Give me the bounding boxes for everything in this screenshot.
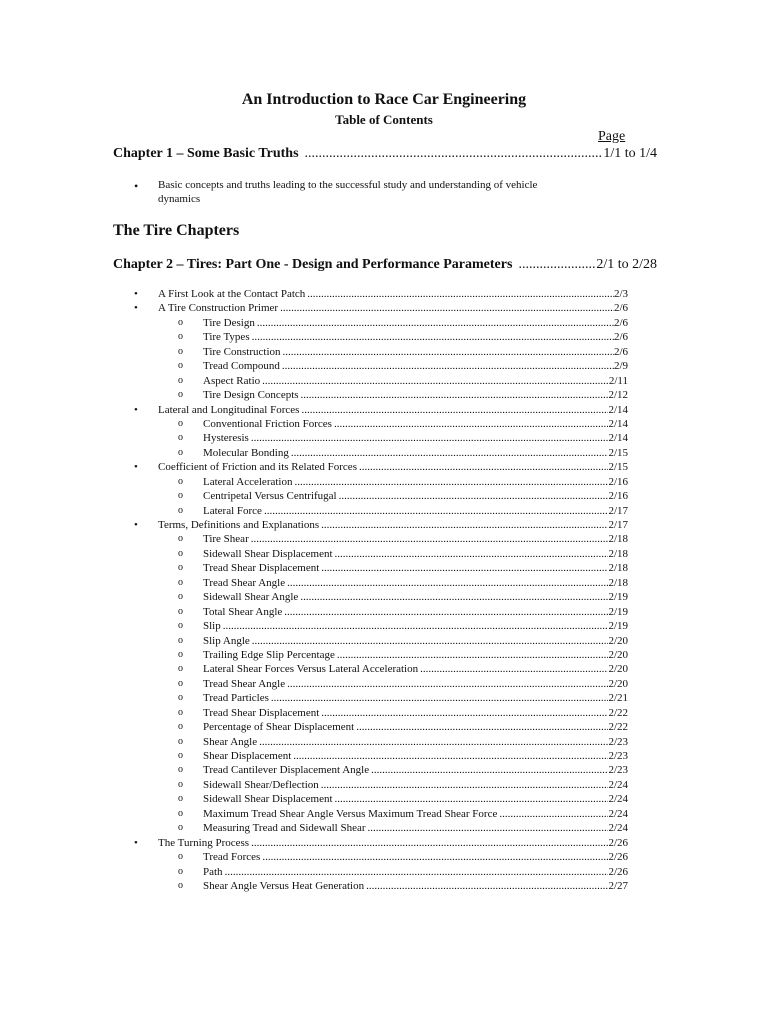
circle-bullet-icon: o bbox=[178, 475, 183, 487]
circle-bullet-icon: o bbox=[178, 605, 183, 617]
circle-bullet-icon: o bbox=[178, 331, 183, 343]
dot-leader bbox=[292, 475, 608, 489]
toc-entry bbox=[0, 821, 768, 835]
circle-bullet-icon: o bbox=[178, 490, 183, 502]
toc-entry-line bbox=[158, 518, 628, 532]
toc-entry-label: Lateral Acceleration bbox=[203, 475, 293, 488]
dot-leader bbox=[250, 634, 609, 648]
toc-entry-label: Sidewall Shear/Deflection bbox=[203, 778, 319, 791]
circle-bullet-icon: o bbox=[178, 865, 183, 877]
toc-entry bbox=[0, 850, 768, 864]
dot-leader bbox=[278, 301, 614, 315]
toc-entry-page: 2/26 bbox=[608, 865, 628, 878]
toc-entry bbox=[0, 475, 768, 489]
toc-entry-page: 2/23 bbox=[608, 750, 628, 762]
toc-entry bbox=[0, 634, 768, 648]
toc-entry-line bbox=[203, 605, 628, 619]
toc-entry-page: 2/23 bbox=[608, 735, 628, 748]
toc-entry-line bbox=[203, 648, 628, 662]
toc-entry-label: A First Look at the Contact Patch bbox=[158, 288, 306, 300]
chapter-1-title: Chapter 1 – Some Basic Truths bbox=[113, 146, 299, 161]
dot-leader bbox=[299, 403, 608, 417]
dot-leader bbox=[260, 374, 609, 388]
toc-entry-page: 2/19 bbox=[608, 620, 628, 633]
toc-entry-line bbox=[203, 388, 628, 402]
dot-leader bbox=[221, 619, 609, 633]
toc-entry-line bbox=[203, 316, 628, 330]
toc-entry bbox=[0, 691, 768, 705]
dot-leader bbox=[305, 287, 614, 301]
dot-leader bbox=[285, 677, 608, 691]
toc-entry bbox=[0, 662, 768, 676]
toc-entry-label: Measuring Tread and Sidewall Shear bbox=[203, 822, 366, 835]
dot-leader bbox=[289, 446, 609, 460]
toc-entry-label: Sidewall Shear Angle bbox=[203, 591, 299, 604]
circle-bullet-icon: o bbox=[178, 446, 183, 458]
toc-entry-line bbox=[203, 850, 628, 864]
toc-entry bbox=[0, 489, 768, 503]
circle-bullet-icon: o bbox=[178, 750, 183, 761]
dot-leader bbox=[298, 590, 608, 604]
toc-entry-page: 2/11 bbox=[608, 374, 628, 387]
toc-entry-label: Tread Shear Angle bbox=[203, 677, 286, 690]
toc-entry-line bbox=[203, 345, 628, 359]
toc-entry-page: 2/18 bbox=[608, 547, 628, 560]
toc-entry bbox=[0, 735, 768, 749]
toc-entry-page: 2/24 bbox=[608, 807, 628, 820]
toc-entry-label: Lateral Force bbox=[203, 504, 262, 517]
toc-entry bbox=[0, 706, 768, 720]
bullet-icon: • bbox=[134, 288, 138, 300]
toc-entry-label: Hysteresis bbox=[203, 432, 249, 445]
dot-leader bbox=[512, 257, 596, 273]
toc-entry-label: Total Shear Angle bbox=[203, 605, 283, 618]
toc-entry-label: Tire Design bbox=[203, 316, 255, 329]
toc-entry-page: 2/16 bbox=[608, 475, 628, 488]
circle-bullet-icon: o bbox=[178, 764, 183, 776]
toc-entry-label: Trailing Edge Slip Percentage bbox=[203, 648, 335, 661]
circle-bullet-icon: o bbox=[178, 648, 183, 660]
toc-entry-line bbox=[203, 792, 628, 806]
toc-entry-label: Aspect Ratio bbox=[203, 374, 261, 387]
dot-leader bbox=[249, 431, 609, 445]
toc-entry-label: Shear Angle bbox=[203, 735, 258, 748]
toc-entry-label: Sidewall Shear Displacement bbox=[203, 793, 333, 806]
toc-entry bbox=[0, 749, 768, 763]
circle-bullet-icon: o bbox=[178, 374, 183, 386]
toc-entry-label: Percentage of Shear Displacement bbox=[203, 721, 355, 734]
circle-bullet-icon: o bbox=[178, 417, 183, 429]
toc-entry bbox=[0, 316, 768, 330]
toc-entry bbox=[0, 388, 768, 402]
circle-bullet-icon: o bbox=[178, 879, 183, 891]
toc-entry-line bbox=[158, 287, 628, 301]
toc-entry-page: 2/14 bbox=[608, 403, 628, 416]
toc-entry-line bbox=[203, 475, 628, 489]
circle-bullet-icon: o bbox=[178, 793, 183, 805]
dot-leader bbox=[249, 532, 609, 546]
dot-leader bbox=[319, 778, 609, 792]
toc-entry-label: Conventional Friction Forces bbox=[203, 417, 332, 430]
dot-leader bbox=[299, 146, 604, 162]
toc-entry-line bbox=[158, 301, 628, 315]
toc-entry-line bbox=[203, 590, 628, 604]
bullet-icon: • bbox=[134, 461, 138, 474]
toc-entry-page: 2/14 bbox=[608, 432, 628, 445]
toc-entry-line bbox=[203, 374, 628, 388]
toc-entry-line bbox=[203, 879, 628, 893]
toc-entry-page: 2/19 bbox=[608, 605, 628, 618]
dot-leader bbox=[366, 821, 609, 835]
dot-leader bbox=[319, 561, 608, 575]
dot-leader bbox=[269, 691, 609, 705]
toc-entry-page: 2/21 bbox=[608, 692, 628, 705]
toc-entry bbox=[0, 532, 768, 546]
toc-entry-line bbox=[203, 677, 628, 691]
section-heading: The Tire Chapters bbox=[113, 222, 240, 239]
toc-entry bbox=[0, 460, 768, 474]
chapter-2-pages: 2/1 to 2/28 bbox=[596, 257, 657, 272]
circle-bullet-icon: o bbox=[178, 533, 183, 545]
toc-entry bbox=[0, 677, 768, 691]
dot-leader bbox=[418, 662, 608, 676]
toc-entry-list bbox=[0, 287, 768, 893]
toc-entry-line bbox=[203, 778, 628, 792]
bullet-icon: • bbox=[134, 836, 138, 849]
circle-bullet-icon: o bbox=[178, 591, 183, 603]
toc-entry-label: Tread Particles bbox=[203, 692, 269, 705]
toc-entry-page: 2/24 bbox=[608, 778, 628, 791]
toc-entry-page: 2/6 bbox=[613, 331, 628, 344]
toc-entry bbox=[0, 547, 768, 561]
toc-entry-page: 2/18 bbox=[608, 533, 628, 546]
circle-bullet-icon: o bbox=[178, 721, 183, 733]
toc-entry-label: Coefficient of Friction and its Related Forces bbox=[158, 461, 357, 474]
toc-entry-page: 2/20 bbox=[608, 677, 628, 690]
toc-entry-line bbox=[203, 576, 628, 590]
toc-entry-page: 2/20 bbox=[608, 648, 628, 661]
chapter-1-row bbox=[113, 146, 657, 162]
toc-entry-page: 2/18 bbox=[608, 562, 628, 575]
toc-entry bbox=[0, 330, 768, 344]
toc-entry-page: 2/24 bbox=[608, 822, 628, 835]
circle-bullet-icon: o bbox=[178, 851, 183, 863]
toc-entry-page: 2/17 bbox=[608, 519, 628, 531]
toc-entry-line bbox=[203, 489, 628, 503]
dot-leader bbox=[255, 316, 614, 330]
toc-entry-label: Tire Construction bbox=[203, 345, 281, 358]
toc-entry-label: Tread Shear Displacement bbox=[203, 562, 320, 575]
toc-entry bbox=[0, 648, 768, 662]
circle-bullet-icon: o bbox=[178, 345, 183, 357]
toc-entry-line bbox=[203, 547, 628, 561]
circle-bullet-icon: o bbox=[178, 562, 183, 574]
dot-leader bbox=[299, 388, 609, 402]
dot-leader bbox=[364, 879, 608, 893]
toc-entry bbox=[0, 590, 768, 604]
toc-entry-page: 2/14 bbox=[608, 417, 628, 430]
circle-bullet-icon: o bbox=[178, 547, 183, 559]
toc-entry-line bbox=[203, 749, 628, 763]
bullet-icon: • bbox=[134, 519, 138, 531]
toc-entry-label: Lateral and Longitudinal Forces bbox=[158, 403, 300, 416]
toc-entry-label: Shear Displacement bbox=[203, 750, 292, 762]
circle-bullet-icon: o bbox=[178, 432, 183, 444]
toc-entry bbox=[0, 807, 768, 821]
circle-bullet-icon: o bbox=[178, 389, 183, 401]
toc-entry bbox=[0, 763, 768, 777]
toc-entry-label: Sidewall Shear Displacement bbox=[203, 547, 333, 560]
dot-leader bbox=[354, 720, 608, 734]
toc-entry-label: Tire Shear bbox=[203, 533, 249, 546]
dot-leader bbox=[333, 547, 609, 561]
circle-bullet-icon: o bbox=[178, 677, 183, 689]
dot-leader bbox=[250, 330, 614, 344]
toc-entry bbox=[0, 287, 768, 301]
toc-entry-line bbox=[203, 706, 628, 720]
toc-entry-label: Centripetal Versus Centrifugal bbox=[203, 490, 337, 503]
circle-bullet-icon: o bbox=[178, 576, 183, 588]
circle-bullet-icon: o bbox=[178, 504, 183, 516]
toc-entry bbox=[0, 417, 768, 431]
toc-entry-line bbox=[203, 662, 628, 676]
toc-entry bbox=[0, 836, 768, 850]
toc-entry-label: Molecular Bonding bbox=[203, 446, 289, 459]
dot-leader bbox=[223, 865, 609, 879]
toc-entry-page: 2/19 bbox=[608, 591, 628, 604]
document-subtitle: Table of Contents bbox=[335, 112, 433, 127]
chapter-1-pages: 1/1 to 1/4 bbox=[603, 146, 657, 161]
toc-entry-page: 2/3 bbox=[613, 288, 628, 300]
toc-entry-page: 2/27 bbox=[608, 879, 628, 892]
toc-entry bbox=[0, 865, 768, 879]
toc-entry-label: Lateral Shear Forces Versus Lateral Acceleration bbox=[203, 663, 419, 676]
circle-bullet-icon: o bbox=[178, 822, 183, 834]
toc-entry-page: 2/6 bbox=[613, 316, 628, 329]
toc-entry-line bbox=[203, 735, 628, 749]
toc-entry-page: 2/15 bbox=[608, 461, 628, 474]
toc-entry-page: 2/16 bbox=[608, 490, 628, 503]
dot-leader bbox=[319, 518, 608, 532]
dot-leader bbox=[332, 417, 609, 431]
toc-entry-line bbox=[203, 865, 628, 879]
toc-entry-label: Tread Cantilever Displacement Angle bbox=[203, 764, 370, 777]
toc-entry-line bbox=[203, 807, 628, 821]
toc-entry bbox=[0, 778, 768, 792]
toc-entry-label: Terms, Definitions and Explanations bbox=[158, 519, 320, 531]
toc-entry-line bbox=[203, 431, 628, 445]
toc-entry bbox=[0, 403, 768, 417]
toc-entry-page: 2/6 bbox=[613, 345, 628, 358]
circle-bullet-icon: o bbox=[178, 735, 183, 747]
toc-entry-page: 2/9 bbox=[613, 360, 628, 373]
circle-bullet-icon: o bbox=[178, 663, 183, 675]
circle-bullet-icon: o bbox=[178, 634, 183, 646]
toc-entry-line bbox=[203, 634, 628, 648]
toc-entry-page: 2/15 bbox=[608, 446, 628, 459]
toc-entry bbox=[0, 792, 768, 806]
dot-leader bbox=[249, 836, 608, 850]
toc-entry bbox=[0, 374, 768, 388]
dot-leader bbox=[280, 359, 614, 373]
page-column-heading: Page bbox=[598, 129, 626, 144]
toc-entry-line bbox=[158, 403, 628, 417]
toc-entry-page: 2/20 bbox=[608, 663, 628, 676]
toc-entry-label: Slip bbox=[203, 620, 221, 633]
dot-leader bbox=[291, 749, 608, 763]
toc-entry-page: 2/22 bbox=[608, 706, 628, 719]
toc-entry-line bbox=[203, 359, 628, 373]
toc-entry-line bbox=[203, 417, 628, 431]
toc-entry-line bbox=[203, 691, 628, 705]
dot-leader bbox=[333, 792, 609, 806]
toc-entry bbox=[0, 518, 768, 532]
dot-leader bbox=[285, 576, 608, 590]
toc-entry bbox=[0, 446, 768, 460]
toc-entry-line bbox=[158, 836, 628, 850]
toc-entry bbox=[0, 431, 768, 445]
toc-entry-line bbox=[203, 532, 628, 546]
toc-entry-page: 2/6 bbox=[613, 302, 628, 315]
toc-entry-page: 2/22 bbox=[608, 721, 628, 734]
toc-entry-line bbox=[203, 619, 628, 633]
dot-leader bbox=[369, 763, 608, 777]
toc-entry-page: 2/20 bbox=[608, 634, 628, 647]
toc-entry-label: Tread Compound bbox=[203, 360, 280, 373]
circle-bullet-icon: o bbox=[178, 778, 183, 790]
dot-leader bbox=[281, 345, 614, 359]
chapter-2-row bbox=[113, 257, 657, 273]
dot-leader bbox=[282, 605, 608, 619]
toc-entry-label: Tread Shear Displacement bbox=[203, 706, 320, 719]
toc-entry-line bbox=[203, 821, 628, 835]
toc-entry-page: 2/18 bbox=[608, 576, 628, 589]
bullet-icon: • bbox=[134, 403, 138, 416]
toc-entry-page: 2/24 bbox=[608, 793, 628, 806]
toc-entry-label: Maximum Tread Shear Angle Versus Maximum Tread Shear Force bbox=[203, 807, 498, 820]
dot-leader bbox=[262, 504, 609, 518]
toc-entry-label: Tire Design Concepts bbox=[203, 389, 299, 402]
toc-entry-page: 2/26 bbox=[608, 836, 628, 849]
toc-entry bbox=[0, 301, 768, 315]
circle-bullet-icon: o bbox=[178, 706, 183, 718]
toc-entry-label: Shear Angle Versus Heat Generation bbox=[203, 879, 365, 892]
toc-entry-label: Slip Angle bbox=[203, 634, 250, 647]
toc-entry-label: Path bbox=[203, 865, 223, 878]
dot-leader bbox=[497, 807, 608, 821]
toc-entry-label: Tire Types bbox=[203, 331, 250, 344]
toc-entry-label: Tread Shear Angle bbox=[203, 576, 286, 589]
dot-leader bbox=[357, 460, 608, 474]
toc-entry-label: The Turning Process bbox=[158, 836, 250, 849]
toc-entry-line bbox=[203, 561, 628, 575]
toc-entry-page: 2/26 bbox=[608, 851, 628, 864]
toc-entry bbox=[0, 619, 768, 633]
toc-entry-line bbox=[203, 763, 628, 777]
toc-entry-line bbox=[203, 446, 628, 460]
toc-entry bbox=[0, 605, 768, 619]
dot-leader bbox=[260, 850, 608, 864]
dot-leader bbox=[337, 489, 609, 503]
circle-bullet-icon: o bbox=[178, 620, 183, 632]
toc-entry-line bbox=[203, 720, 628, 734]
toc-entry-line bbox=[203, 504, 628, 518]
toc-entry bbox=[0, 720, 768, 734]
toc-entry-page: 2/17 bbox=[608, 504, 628, 517]
toc-entry-page: 2/12 bbox=[608, 389, 628, 402]
toc-entry bbox=[0, 359, 768, 373]
chapter-2-title: Chapter 2 – Tires: Part One - Design and Performance Parameters bbox=[113, 257, 513, 272]
bullet-icon: • bbox=[134, 302, 138, 315]
toc-entry bbox=[0, 879, 768, 893]
toc-entry-line bbox=[158, 460, 628, 474]
document-title: An Introduction to Race Car Engineering bbox=[241, 91, 527, 108]
bullet-icon: • bbox=[134, 179, 139, 193]
toc-entry-label: Tread Forces bbox=[203, 851, 261, 864]
dot-leader bbox=[257, 735, 608, 749]
toc-entry-label: A Tire Construction Primer bbox=[158, 302, 279, 315]
toc-entry bbox=[0, 561, 768, 575]
toc-entry-line bbox=[203, 330, 628, 344]
circle-bullet-icon: o bbox=[178, 807, 183, 819]
toc-entry bbox=[0, 576, 768, 590]
toc-entry-page: 2/23 bbox=[608, 764, 628, 777]
toc-entry bbox=[0, 345, 768, 359]
toc-entry bbox=[0, 504, 768, 518]
circle-bullet-icon: o bbox=[178, 692, 183, 704]
circle-bullet-icon: o bbox=[178, 316, 183, 328]
chapter-1-description: Basic concepts and truths leading to the successful study and understanding of vehicle dynamics bbox=[158, 179, 538, 205]
dot-leader bbox=[319, 706, 608, 720]
circle-bullet-icon: o bbox=[178, 360, 183, 372]
dot-leader bbox=[335, 648, 609, 662]
